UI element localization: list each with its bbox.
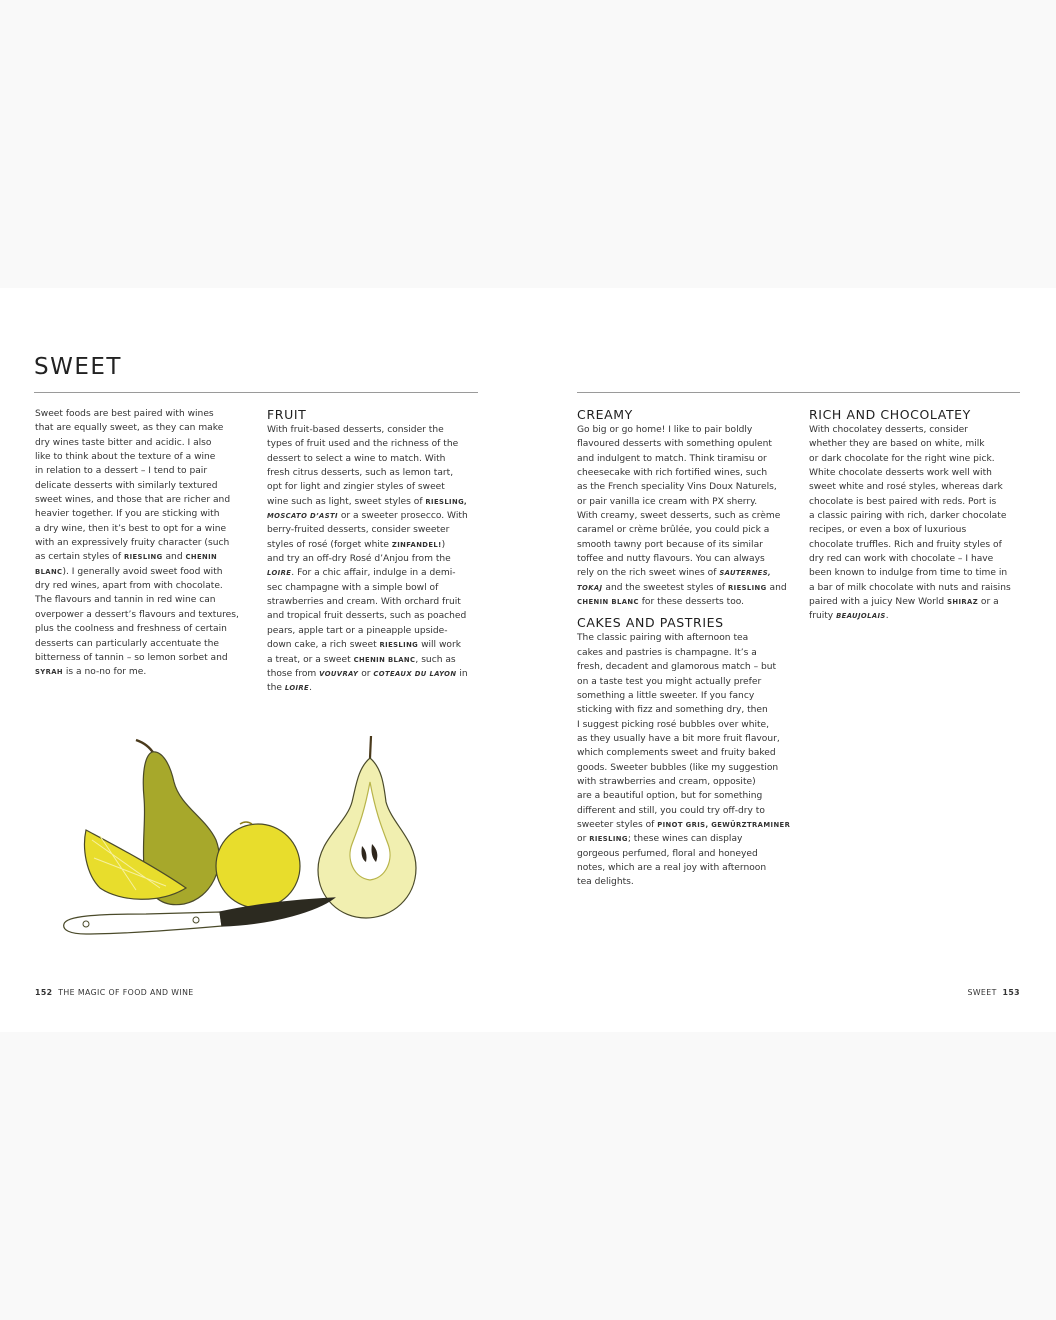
text-line — [577, 538, 792, 552]
wine-name: SHIRAZ — [947, 598, 979, 607]
text-run: which complements sweet and fruity baked — [577, 748, 776, 759]
text-run: overpower a dessert’s flavours and textures, — [35, 609, 239, 620]
text-line — [577, 509, 792, 523]
halved-pear-stem-icon — [370, 736, 371, 758]
creamy-paragraph — [577, 423, 792, 609]
text-line — [267, 624, 482, 638]
section-heading-fruit: FRUIT — [267, 407, 307, 422]
text-line — [577, 595, 792, 609]
text-run: dry red can work with chocolate – I have — [809, 554, 994, 565]
text-run: With chocolatey desserts, consider — [809, 425, 968, 435]
text-run: I suggest picking rosé bubbles over white, — [577, 719, 770, 730]
rich-and-chocolatey-paragraph — [809, 423, 1024, 624]
text-run: is a no-no for me. — [63, 667, 147, 678]
text-line — [35, 651, 250, 665]
text-run: with strawberries and cream, opposite) — [577, 776, 756, 787]
text-run: for these desserts too. — [638, 597, 745, 608]
text-run: rely on the rich sweet wines of — [577, 568, 720, 579]
intro-column — [35, 407, 250, 680]
fruit-paragraph — [267, 423, 482, 696]
text-line — [577, 581, 792, 595]
text-run: The flavours and tannin in red wine can — [35, 595, 216, 606]
text-run: or dark chocolate for the right wine pick. — [809, 453, 995, 464]
text-run: wine such as light, sweet styles of — [267, 496, 426, 507]
text-run: . — [885, 611, 889, 622]
text-line — [35, 407, 250, 421]
text-run: and — [766, 582, 787, 593]
text-run: goods. Sweeter bubbles (like my suggestion — [577, 762, 779, 773]
text-run: ). I generally avoid sweet food with — [62, 566, 223, 577]
text-run: a bar of milk chocolate with nuts and raisins — [809, 582, 1011, 593]
text-line — [809, 538, 1024, 552]
text-run: with an expressively fruity character (such — [35, 538, 230, 549]
text-run: gorgeous perfumed, floral and honeyed — [577, 848, 758, 859]
text-run: , such as — [415, 654, 456, 665]
text-run: and try an off-dry Rosé d’Anjou from the — [267, 554, 451, 565]
text-run: dessert to select a wine to match. With — [267, 453, 446, 464]
text-run: as they usually have a bit more fruit flavour, — [577, 733, 780, 744]
text-run: sticking with fizz and something dry, then — [577, 705, 768, 716]
text-run: smooth tawny port because of its similar — [577, 539, 763, 550]
text-line — [35, 565, 250, 579]
text-line — [809, 480, 1024, 494]
text-line — [35, 493, 250, 507]
wine-name: LOIRE — [284, 684, 310, 693]
text-line — [577, 804, 792, 818]
text-run: dry red wines, apart from with chocolate. — [35, 581, 223, 592]
text-line — [809, 495, 1024, 509]
folio-left — [35, 988, 194, 997]
rich-and-chocolatey-column — [809, 407, 1024, 624]
text-run: strawberries and cream. With orchard fruit — [267, 597, 461, 608]
text-line — [577, 732, 792, 746]
text-run: or a sweeter prosecco. With — [337, 511, 468, 522]
text-line — [267, 466, 482, 480]
text-line — [267, 566, 482, 580]
text-line — [35, 550, 250, 564]
text-run: styles of rosé (forget white — [267, 539, 392, 550]
text-run: different and still, you could try off-dry to — [577, 805, 765, 816]
wine-name: BEAUJOLAIS — [836, 612, 886, 621]
text-line — [809, 423, 1024, 437]
text-run: paired with a juicy New World — [809, 597, 948, 608]
wine-name: CHENIN BLANC — [577, 598, 639, 607]
text-line — [35, 464, 250, 478]
fruit-column — [267, 407, 482, 696]
wine-name: TOKAJ — [577, 583, 603, 592]
text-run: sweet wines, and those that are richer and — [35, 495, 231, 506]
knife-handle-icon — [64, 912, 222, 934]
text-line — [35, 507, 250, 521]
text-line — [577, 746, 792, 760]
wine-name: LOIRE — [267, 569, 292, 578]
text-line — [577, 832, 792, 846]
text-line — [577, 466, 792, 480]
text-line — [267, 609, 482, 623]
text-run: ) — [441, 539, 446, 550]
wine-name: CHENIN — [185, 553, 218, 562]
lemon-tip-icon — [240, 822, 252, 824]
text-run: or — [358, 668, 374, 679]
section-heading-creamy: CREAMY — [577, 407, 633, 422]
text-line — [267, 638, 482, 652]
text-line — [809, 452, 1024, 466]
text-run: dry wines taste bitter and acidic. I also — [35, 437, 212, 448]
text-line — [267, 653, 482, 667]
text-run: and indulgent to match. Think tiramisu or — [577, 453, 767, 464]
text-line — [35, 665, 250, 679]
text-line — [267, 595, 482, 609]
text-line — [35, 522, 250, 536]
text-run: are a beautiful option, but for something — [577, 791, 763, 802]
text-run: sweeter styles of — [577, 819, 658, 830]
text-line — [35, 608, 250, 622]
text-line — [35, 421, 250, 435]
text-run: something a little sweeter. If you fancy — [577, 690, 755, 701]
text-run: been known to indulge from time to time in — [809, 568, 1008, 579]
page-number-left: 152 — [35, 988, 53, 997]
text-line — [577, 523, 792, 537]
running-head-right: SWEET — [967, 988, 997, 997]
text-run: the — [267, 683, 285, 694]
creamy-column — [577, 407, 792, 890]
text-run: . For a chic affair, indulge in a demi- — [291, 568, 456, 579]
text-run: . — [309, 683, 313, 694]
text-run: bitterness of tannin – so lemon sorbet and — [35, 652, 228, 663]
section-heading-rich-and-chocolatey: RICH AND CHOCOLATEY — [809, 407, 971, 422]
text-run: and — [162, 552, 186, 563]
text-run: opt for light and zingier styles of sweet — [267, 482, 445, 493]
text-run: With creamy, sweet desserts, such as crème — [577, 511, 781, 522]
text-line — [809, 595, 1024, 609]
text-line — [267, 437, 482, 451]
text-run: toffee and nutty flavours. You can always — [577, 554, 765, 565]
text-run: those from — [267, 668, 320, 679]
text-run: whether they are based on white, milk — [809, 439, 985, 450]
text-line — [809, 581, 1024, 595]
page-number-right: 153 — [1002, 988, 1020, 997]
wine-name: RIESLING — [379, 641, 419, 650]
text-run: like to think about the texture of a wine — [35, 452, 216, 463]
text-line — [35, 479, 250, 493]
text-line — [267, 538, 482, 552]
wine-name: SAUTERNES, — [719, 569, 772, 578]
text-run: The classic pairing with afternoon tea — [577, 633, 749, 644]
text-run: Sweet foods are best paired with wines — [35, 409, 214, 419]
text-line — [577, 566, 792, 580]
text-line — [35, 536, 250, 550]
text-run: fruity — [809, 611, 837, 622]
text-run: a dry wine, then it’s best to opt for a wine — [35, 523, 227, 534]
text-run: will work — [418, 640, 461, 651]
text-run: types of fruit used and the richness of the — [267, 439, 459, 450]
text-run: or a — [978, 597, 999, 608]
text-run: delicate desserts with similarly textured — [35, 480, 218, 491]
text-run: tea delights. — [577, 877, 634, 888]
wine-name: ZINFANDEL! — [391, 540, 442, 549]
text-line — [577, 452, 792, 466]
text-run: ; these wines can display — [627, 834, 743, 845]
text-run: chocolate is best paired with reds. Port is — [809, 496, 997, 507]
text-line — [809, 466, 1024, 480]
text-line — [267, 667, 482, 681]
text-run: notes, which are a real joy with afternoon — [577, 862, 767, 873]
text-line — [267, 495, 482, 509]
intro-paragraph — [35, 407, 250, 680]
book-spread — [0, 288, 1056, 1032]
text-run: a treat, or a sweet — [267, 654, 354, 665]
text-run: White chocolate desserts work well with — [809, 468, 992, 479]
text-run: pears, apple tart or a pineapple upside- — [267, 625, 448, 636]
text-run: sweet white and rosé styles, whereas dark — [809, 482, 1003, 493]
whole-lemon-icon — [216, 824, 300, 908]
text-line — [577, 631, 792, 645]
wine-name: PINOT GRIS, GEWÜRZTRAMINER — [657, 820, 791, 829]
section-heading-cakes-and-pastries: CAKES AND PASTRIES — [577, 615, 724, 631]
text-run: berry-fruited desserts, consider sweeter — [267, 525, 450, 536]
wine-name: RIESLING, — [425, 497, 468, 506]
text-line — [577, 847, 792, 861]
text-line — [577, 552, 792, 566]
text-line — [809, 552, 1024, 566]
text-line — [577, 646, 792, 660]
text-line — [577, 703, 792, 717]
text-line — [809, 566, 1024, 580]
wine-name: RIESLING — [728, 583, 767, 592]
text-line — [267, 681, 482, 695]
text-line — [577, 689, 792, 703]
text-line — [577, 675, 792, 689]
text-run: cheesecake with rich fortified wines, such — [577, 468, 768, 479]
text-line — [267, 581, 482, 595]
text-line — [577, 660, 792, 674]
text-run: and the sweetest styles of — [602, 582, 728, 593]
text-line — [267, 423, 482, 437]
running-head-left: THE MAGIC OF FOOD AND WINE — [58, 988, 194, 997]
text-run: cakes and pastries is champagne. It’s a — [577, 647, 757, 658]
text-line — [35, 450, 250, 464]
wine-name: RIESLING — [123, 553, 163, 562]
text-run: or — [577, 834, 590, 845]
text-line — [267, 480, 482, 494]
title-rule-right — [577, 392, 1020, 393]
text-line — [577, 437, 792, 451]
text-line — [35, 637, 250, 651]
wine-name: RIESLING — [589, 835, 628, 844]
text-run: Go big or go home! I like to pair boldly — [577, 425, 753, 435]
text-line — [267, 509, 482, 523]
text-run: down cake, a rich sweet — [267, 640, 380, 651]
text-run: chocolate truffles. Rich and fruity styles of — [809, 539, 1002, 550]
text-run: that are equally sweet, as they can make — [35, 423, 224, 434]
text-run: as the French speciality Vins Doux Naturels, — [577, 482, 777, 493]
text-run: in relation to a dessert – I tend to pair — [35, 466, 208, 477]
text-line — [577, 495, 792, 509]
text-line — [577, 818, 792, 832]
text-run: on a taste test you might actually prefer — [577, 676, 762, 687]
text-run: With fruit-based desserts, consider the — [267, 425, 444, 435]
text-line — [267, 523, 482, 537]
text-line — [809, 523, 1024, 537]
text-line — [809, 509, 1024, 523]
text-run: or pair vanilla ice cream with PX sherry. — [577, 496, 758, 507]
text-line — [809, 609, 1024, 623]
text-line — [577, 423, 792, 437]
fruit-illustration — [56, 728, 426, 953]
wine-name: COTEAUX DU LAYON — [373, 669, 457, 678]
text-line — [577, 875, 792, 889]
text-run: a classic pairing with rich, darker chocolate — [809, 511, 1007, 522]
text-line — [35, 622, 250, 636]
text-run: fresh, decadent and glamorous match – but — [577, 662, 777, 673]
wine-name: CHENIN BLANC — [353, 655, 416, 664]
text-line — [577, 718, 792, 732]
text-line — [267, 552, 482, 566]
wine-name: VOUVRAY — [319, 669, 359, 678]
wine-name: MOSCATO D’ASTI — [267, 512, 338, 521]
text-run: fresh citrus desserts, such as lemon tart, — [267, 468, 454, 479]
folio-right — [967, 988, 1020, 997]
text-line — [35, 593, 250, 607]
wine-name: BLANC — [35, 567, 63, 576]
text-run: as certain styles of — [35, 552, 124, 563]
text-run: caramel or crème brûlée, you could pick a — [577, 525, 770, 536]
page-title: SWEET — [34, 354, 122, 380]
text-line — [809, 437, 1024, 451]
text-line — [577, 861, 792, 875]
text-run: desserts can particularly accentuate the — [35, 638, 219, 649]
text-run: plus the coolness and freshness of certain — [35, 624, 227, 635]
text-run: heavier together. If you are sticking with — [35, 509, 220, 520]
title-rule-left — [34, 392, 478, 393]
text-line — [577, 789, 792, 803]
text-line — [35, 436, 250, 450]
wine-name: SYRAH — [35, 668, 63, 677]
text-run: and tropical fruit desserts, such as poached — [267, 611, 467, 622]
text-line — [577, 480, 792, 494]
text-line — [267, 452, 482, 466]
text-run: recipes, or even a box of luxurious — [809, 525, 967, 536]
cakes-and-pastries-paragraph — [577, 631, 792, 889]
text-run: in — [456, 668, 468, 679]
text-line — [35, 579, 250, 593]
text-run: sec champagne with a simple bowl of — [267, 582, 439, 593]
text-line — [577, 775, 792, 789]
text-line — [577, 761, 792, 775]
text-run: flavoured desserts with something opulent — [577, 439, 772, 450]
